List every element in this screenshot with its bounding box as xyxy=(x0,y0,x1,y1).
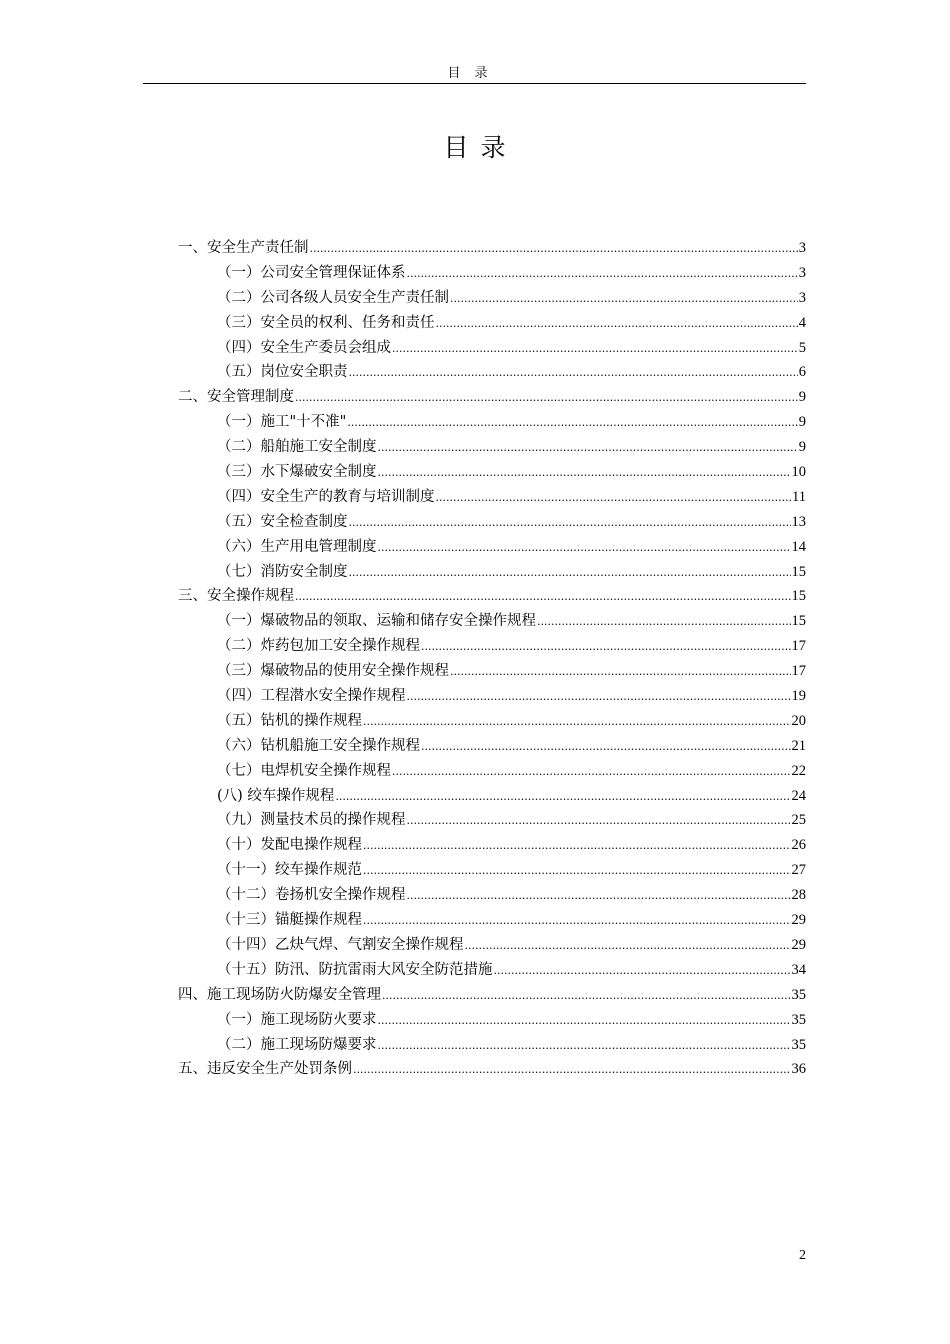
toc-dot-leader xyxy=(537,610,791,635)
toc-dot-leader xyxy=(407,809,791,834)
toc-entry-page: 24 xyxy=(791,787,806,804)
toc-dot-leader xyxy=(392,337,798,362)
toc-entry-page: 3 xyxy=(798,264,806,281)
toc-dot-leader xyxy=(295,386,798,411)
toc-dot-leader xyxy=(407,685,791,710)
toc-entry-label: （九）测量技术员的操作规程 xyxy=(217,812,406,829)
toc-entry[interactable] xyxy=(178,684,806,709)
toc-entry-label: (八) 绞车操作规程 xyxy=(217,787,335,804)
toc-entry[interactable] xyxy=(178,784,806,809)
table-of-contents xyxy=(178,236,806,1082)
toc-entry[interactable] xyxy=(178,584,806,609)
toc-dot-leader xyxy=(363,710,791,735)
toc-entry-page: 9 xyxy=(798,389,806,406)
toc-entry-label: 二、安全管理制度 xyxy=(178,389,294,406)
running-header: 目录 xyxy=(447,66,502,81)
toc-entry-page: 35 xyxy=(791,986,806,1003)
toc-entry[interactable] xyxy=(178,759,806,784)
toc-entry-label: （七）电焊机安全操作规程 xyxy=(217,762,391,779)
toc-dot-leader xyxy=(310,237,798,262)
toc-entry-label: （五）安全检查制度 xyxy=(217,513,348,530)
toc-entry-page: 3 xyxy=(798,289,806,306)
toc-dot-leader xyxy=(407,262,798,287)
toc-dot-leader xyxy=(295,585,791,610)
toc-entry[interactable] xyxy=(178,410,806,435)
toc-entry-label: （七）消防安全制度 xyxy=(217,563,348,580)
toc-dot-leader xyxy=(363,859,791,884)
header-rule xyxy=(143,83,806,84)
toc-entry[interactable] xyxy=(178,659,806,684)
toc-entry-page: 11 xyxy=(792,488,806,505)
toc-entry-label: （十三）锚艇操作规程 xyxy=(217,912,362,929)
toc-entry-label: （三）安全员的权利、任务和责任 xyxy=(217,314,435,331)
toc-entry-label: （五）钻机的操作规程 xyxy=(217,712,362,729)
toc-entry[interactable] xyxy=(178,709,806,734)
toc-entry-page: 21 xyxy=(791,737,806,754)
toc-entry[interactable] xyxy=(178,1057,806,1082)
toc-entry[interactable] xyxy=(178,286,806,311)
toc-dot-leader xyxy=(353,1058,791,1083)
toc-entry-page: 29 xyxy=(791,912,806,929)
toc-dot-leader xyxy=(436,486,792,511)
toc-entry-label: 一、安全生产责任制 xyxy=(178,240,309,256)
toc-entry-page: 17 xyxy=(791,663,806,680)
toc-dot-leader xyxy=(349,361,798,386)
toc-entry-label: （二）公司各级人员安全生产责任制 xyxy=(217,289,449,306)
toc-entry-label: （二）炸药包加工安全操作规程 xyxy=(217,638,420,655)
toc-entry[interactable] xyxy=(178,360,806,385)
toc-entry-page: 9 xyxy=(798,414,806,431)
toc-entry-page: 19 xyxy=(791,688,806,705)
toc-entry-page: 35 xyxy=(791,1036,806,1053)
toc-dot-leader xyxy=(465,934,791,959)
toc-entry-label: （六）生产用电管理制度 xyxy=(217,538,377,555)
toc-entry-label: （十五）防汛、防抗雷雨大风安全防范措施 xyxy=(217,961,493,978)
toc-dot-leader xyxy=(378,436,798,461)
toc-entry[interactable] xyxy=(178,336,806,361)
toc-entry-label: （四）安全生产的教育与培训制度 xyxy=(217,488,435,505)
toc-entry-page: 10 xyxy=(791,464,806,481)
toc-dot-leader xyxy=(378,1009,791,1034)
toc-entry[interactable] xyxy=(178,510,806,535)
toc-entry[interactable] xyxy=(178,1033,806,1058)
toc-dot-leader xyxy=(363,834,791,859)
toc-entry[interactable] xyxy=(178,236,806,261)
toc-entry[interactable] xyxy=(178,609,806,634)
toc-entry-label: （四）安全生产委员会组成 xyxy=(217,339,391,356)
toc-entry-label: （五）岗位安全职责 xyxy=(217,364,348,381)
toc-dot-leader xyxy=(494,959,791,984)
toc-entry-page: 28 xyxy=(791,887,806,904)
toc-entry-label: （十一）绞车操作规范 xyxy=(217,862,362,879)
toc-dot-leader xyxy=(378,1034,791,1059)
toc-entry-label: （十）发配电操作规程 xyxy=(217,837,362,854)
toc-dot-leader xyxy=(450,660,791,685)
toc-entry[interactable] xyxy=(178,933,806,958)
toc-entry-label: （二）船舶施工安全制度 xyxy=(217,439,377,456)
toc-entry-label: （二）施工现场防爆要求 xyxy=(217,1036,377,1053)
toc-entry-page: 9 xyxy=(798,439,806,456)
page-number: 2 xyxy=(799,1248,806,1263)
toc-entry-page: 20 xyxy=(791,712,806,729)
toc-entry[interactable] xyxy=(178,958,806,983)
toc-entry[interactable] xyxy=(178,908,806,933)
toc-entry-page: 5 xyxy=(798,339,806,356)
toc-entry-page: 29 xyxy=(791,936,806,953)
toc-entry[interactable] xyxy=(178,535,806,560)
toc-entry-label: （三）爆破物品的使用安全操作规程 xyxy=(217,663,449,680)
toc-dot-leader xyxy=(382,984,791,1009)
toc-entry-label: （十四）乙炔气焊、气割安全操作规程 xyxy=(217,936,464,953)
toc-entry-page: 15 xyxy=(791,588,806,605)
toc-entry-page: 27 xyxy=(791,862,806,879)
toc-entry[interactable] xyxy=(178,485,806,510)
page-title: 目录 xyxy=(443,133,518,162)
toc-entry[interactable] xyxy=(178,833,806,858)
toc-dot-leader xyxy=(378,461,791,486)
toc-entry-page: 15 xyxy=(791,563,806,580)
toc-dot-leader xyxy=(349,511,791,536)
toc-entry-page: 22 xyxy=(791,762,806,779)
toc-dot-leader xyxy=(363,909,791,934)
toc-entry-page: 14 xyxy=(791,538,806,555)
toc-entry-label: （一）公司安全管理保证体系 xyxy=(217,264,406,281)
toc-dot-leader xyxy=(436,312,798,337)
toc-entry-label: （一）施工"十不准" xyxy=(217,414,347,431)
toc-entry[interactable] xyxy=(178,435,806,460)
toc-entry-page: 6 xyxy=(798,364,806,381)
toc-entry-label: （六）钻机船施工安全操作规程 xyxy=(217,737,420,754)
toc-entry-page: 17 xyxy=(791,638,806,655)
toc-entry-page: 35 xyxy=(791,1011,806,1028)
toc-dot-leader xyxy=(450,287,798,312)
toc-entry-label: （四）工程潜水安全操作规程 xyxy=(217,688,406,705)
toc-entry[interactable] xyxy=(178,1008,806,1033)
toc-entry[interactable] xyxy=(178,808,806,833)
toc-entry-page: 36 xyxy=(791,1061,806,1078)
toc-entry-page: 25 xyxy=(791,812,806,829)
toc-entry[interactable] xyxy=(178,858,806,883)
toc-entry-label: （十二）卷扬机安全操作规程 xyxy=(217,887,406,904)
toc-entry-page: 15 xyxy=(791,613,806,630)
toc-dot-leader xyxy=(392,760,791,785)
toc-entry-label: （一）施工现场防火要求 xyxy=(217,1011,377,1028)
toc-entry[interactable] xyxy=(178,634,806,659)
toc-dot-leader xyxy=(421,735,791,760)
toc-entry[interactable] xyxy=(178,734,806,759)
toc-entry-page: 26 xyxy=(791,837,806,854)
toc-dot-leader xyxy=(335,785,790,810)
toc-dot-leader xyxy=(421,635,791,660)
toc-entry-label: （三）水下爆破安全制度 xyxy=(217,464,377,481)
toc-entry-page: 4 xyxy=(798,314,806,331)
toc-dot-leader xyxy=(407,884,791,909)
toc-entry[interactable] xyxy=(178,385,806,410)
toc-entry[interactable] xyxy=(178,883,806,908)
toc-entry-page: 34 xyxy=(791,961,806,978)
toc-entry[interactable] xyxy=(178,983,806,1008)
toc-entry[interactable] xyxy=(178,460,806,485)
toc-entry-label: 五、违反安全生产处罚条例 xyxy=(178,1061,352,1078)
toc-dot-leader xyxy=(378,536,791,561)
toc-entry-label: （一）爆破物品的领取、运输和储存安全操作规程 xyxy=(217,613,536,630)
toc-entry-page: 3 xyxy=(798,240,806,256)
toc-entry-label: 四、施工现场防火防爆安全管理 xyxy=(178,986,381,1003)
toc-entry-label: 三、安全操作规程 xyxy=(178,588,294,605)
toc-entry-page: 13 xyxy=(791,513,806,530)
toc-entry[interactable] xyxy=(178,311,806,336)
toc-entry[interactable] xyxy=(178,560,806,585)
toc-dot-leader xyxy=(347,411,797,436)
toc-entry[interactable] xyxy=(178,261,806,286)
toc-dot-leader xyxy=(349,561,791,586)
